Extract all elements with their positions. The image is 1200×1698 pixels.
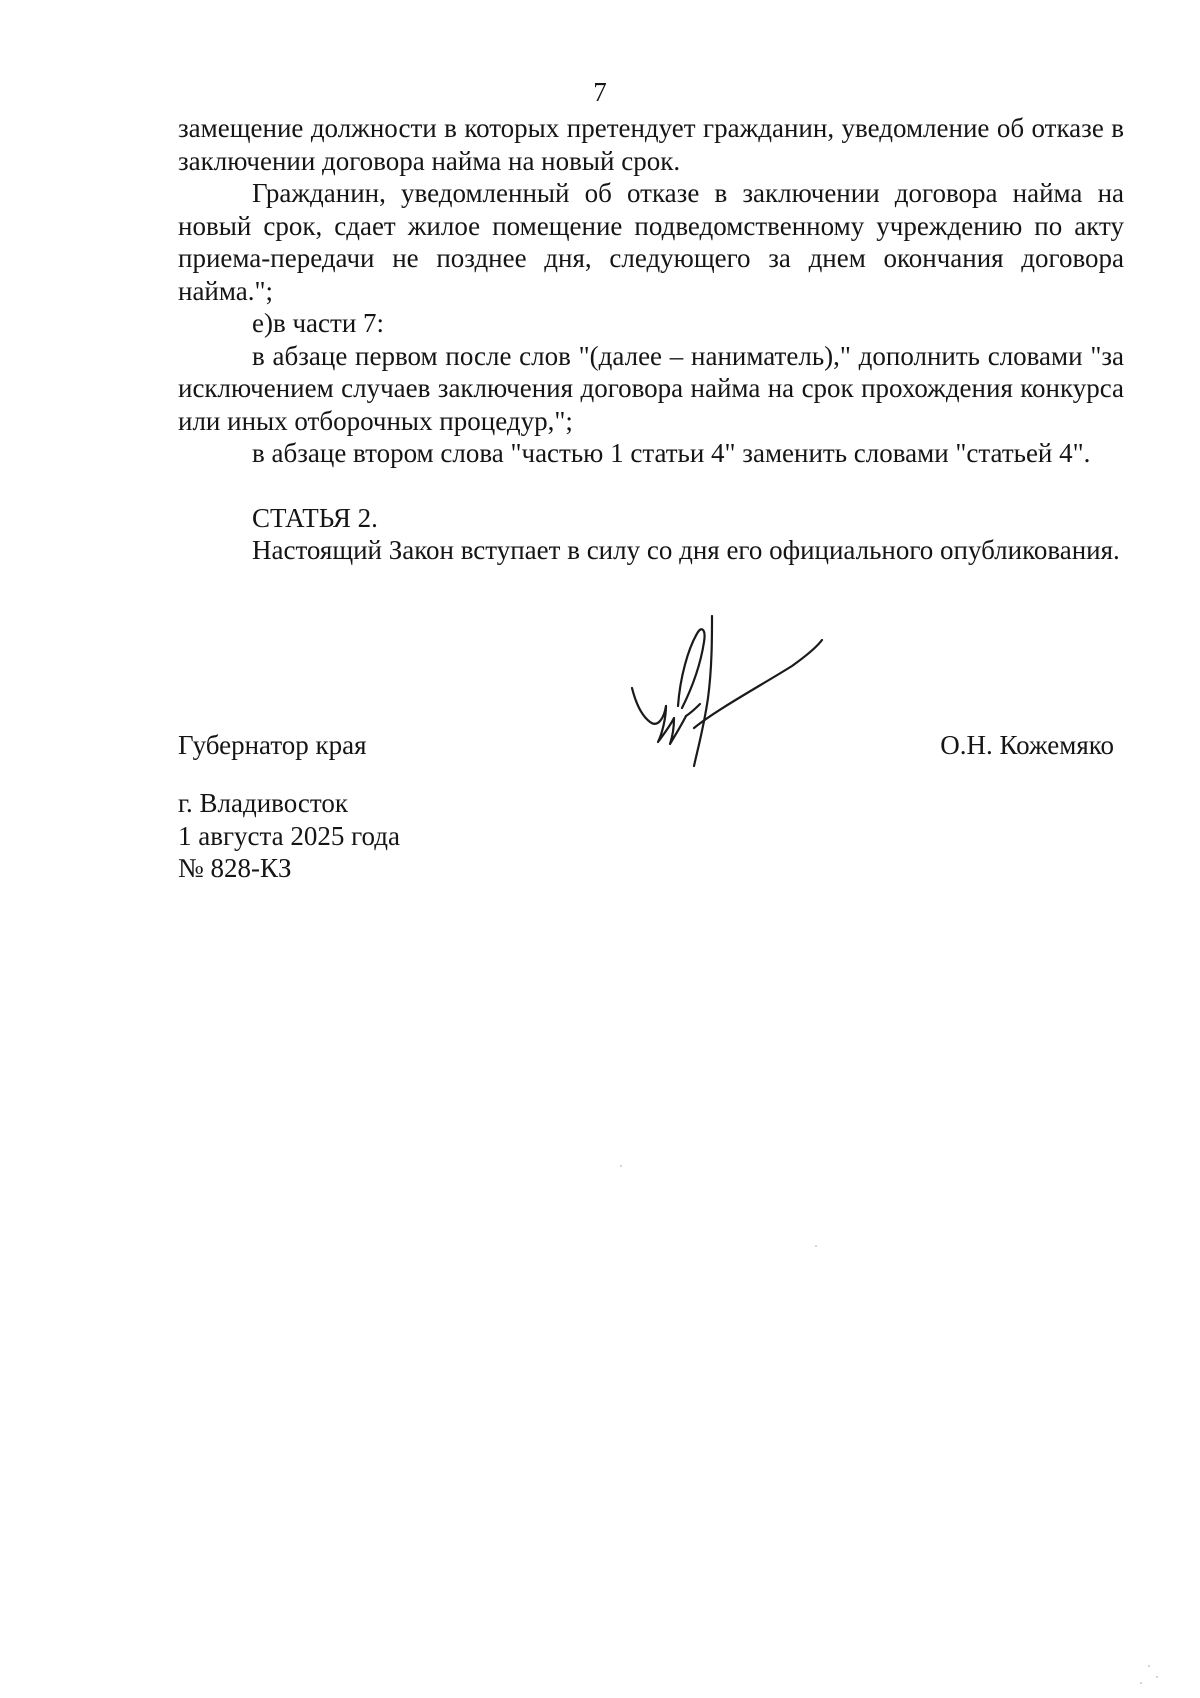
scan-speck <box>815 1245 817 1247</box>
scan-speck <box>1140 1682 1142 1684</box>
article-heading: СТАТЬЯ 2. <box>252 502 378 533</box>
article-text: Настоящий Закон вступает в силу со дня его официального опубликования. <box>252 535 1120 565</box>
signatory-position: Губернатор края <box>178 730 367 760</box>
paragraph: е)в части 7: <box>252 308 385 338</box>
scan-speck <box>620 1165 622 1167</box>
paragraph: в абзаце втором слова "частью 1 статьи 4" заменить словами "статьей 4". <box>252 438 1091 468</box>
paragraph: Гражданин, уведомленный об отказе в заключении договора найма на новый срок, сдает жилое помещение подведомственному учреждению по акту приема-передачи не позднее дня, следующего за днем окончания договора найма."; <box>178 178 1124 306</box>
city: г. Владивосток <box>178 788 348 818</box>
paragraph: замещение должности в которых претендует гражданин, уведомление об отказе в заключении договора найма на новый срок. <box>178 113 1124 176</box>
document-footer <box>178 787 400 885</box>
page-number: 7 <box>593 77 607 107</box>
spacer <box>178 470 1124 502</box>
signatory-name: О.Н. Кожемяко <box>940 730 1114 760</box>
paragraph: в абзаце первом после слов "(далее – наниматель)," дополнить словами "за исключением случаев заключения договора найма на срок прохождения конкурса или иных отборочных процедур,"; <box>178 340 1124 436</box>
document-body <box>178 112 1124 567</box>
scan-speck <box>1148 1665 1150 1667</box>
document-number: № 828-КЗ <box>178 853 292 883</box>
date: 1 августа 2025 года <box>178 820 400 851</box>
signature-row <box>178 729 1124 765</box>
scan-speck <box>1156 1676 1158 1678</box>
